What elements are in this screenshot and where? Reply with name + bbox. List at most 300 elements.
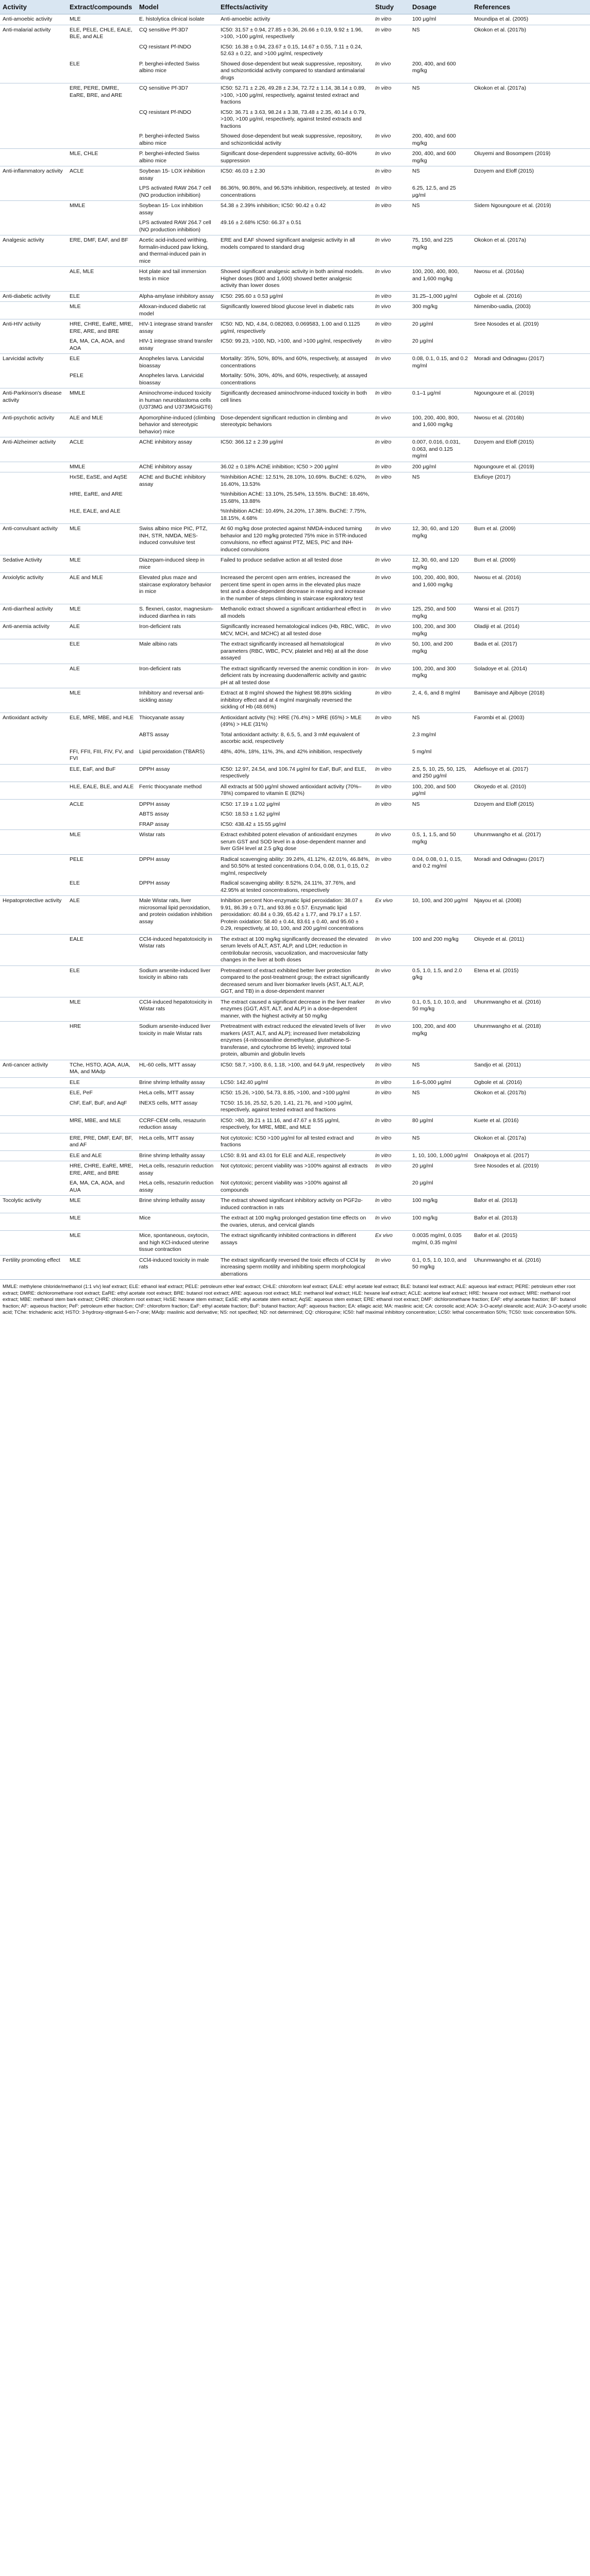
table-row: [0, 1133, 590, 1150]
cell-model: Brine shrimp lethality assay: [137, 1077, 218, 1088]
cell-model: Aminochrome-induced toxicity in human neuroblastoma cells (U373MG and U373MGsiGT6): [137, 388, 218, 413]
cell-dosage: 100, 200, and 500 μg/ml: [410, 782, 471, 799]
cell-effect: Significantly increased hematological indices (Hb, RBC, WBC, MCV, MCH, and MCHC) at all tested dose: [218, 622, 373, 639]
cell-activity: [0, 1150, 67, 1161]
cell-study: In vivo: [373, 997, 410, 1022]
table-row: [0, 878, 590, 896]
cell-extract: MLE: [67, 997, 137, 1022]
cell-effect: Significant dose-dependent suppressive activity, 60–80% suppression: [218, 149, 373, 166]
cell-study: In vitro: [373, 437, 410, 462]
cell-extract: ALE: [67, 896, 137, 935]
header-effects: Effects/activity: [218, 0, 373, 14]
table-row: [0, 1022, 590, 1060]
cell-activity: [0, 782, 67, 799]
cell-study: [373, 730, 410, 747]
cell-model: Apomorphine-induced (climbing behavior and stereotypic behavior) mice: [137, 413, 218, 437]
cell-extract: ELE: [70, 60, 80, 67]
cell-model: ABTS assay: [139, 731, 169, 738]
cell-study: In vivo: [373, 267, 410, 292]
cell-study: In vivo: [375, 133, 391, 139]
table-row: [0, 291, 590, 302]
cell-activity: [0, 997, 67, 1022]
cell-extract: MLE: [67, 555, 137, 573]
cell-model: Elevated plus maze and staircase exploratory behavior in mice: [137, 573, 218, 604]
cell-extract: [67, 809, 137, 820]
cell-extract: [67, 108, 137, 132]
cell-model: Wistar rats: [137, 830, 218, 855]
cell-activity: [0, 302, 67, 319]
cell-model: DPPH assay: [137, 799, 218, 809]
cell-activity: [0, 764, 67, 782]
cell-dosage: 200, 400, and 600 mg/kg: [410, 149, 471, 166]
cell-activity: [0, 371, 67, 388]
cell-effect: Not cytotoxic; percent viability was >100% against all compounds: [221, 1180, 347, 1193]
cell-effect: ERE and EAF showed significant analgesic activity in all models compared to standard drug: [218, 235, 373, 267]
cell-effect: 54.38 ± 2.39% inhibition; IC50: 90.42 ± 0.42: [218, 201, 373, 218]
cell-extract: ALE: [67, 622, 137, 639]
cell-model: Sodium arsenite-induced liver toxicity in albino rats: [137, 965, 218, 997]
cell-study: [373, 42, 410, 59]
cell-reference: Ogbole et al. (2016): [471, 291, 590, 302]
cell-activity: Hepatoprotective activity: [0, 896, 67, 935]
cell-study: In vitro: [373, 388, 410, 413]
cell-activity: [0, 1115, 67, 1133]
cell-study: In vivo: [373, 302, 410, 319]
table-row: [0, 799, 590, 809]
cell-dosage: NS: [410, 25, 471, 42]
cell-dosage: 125, 250, and 500 mg/kg: [410, 604, 471, 622]
cell-reference: Uhunmwangho et al. (2016): [471, 997, 590, 1022]
cell-effect: %Inhibition AChE: 12.51%, 28.10%, 10.69%. BuChE: 6.02%, 16.40%, 13.53%: [218, 472, 373, 490]
cell-dosage: 0.007, 0.016, 0.031, 0.063, and 0.125 mg/ml: [410, 437, 471, 462]
cell-reference: [471, 42, 590, 59]
cell-dosage: NS: [410, 201, 471, 218]
cell-reference: Njayou et al. (2008): [471, 896, 590, 935]
cell-dosage: NS: [410, 472, 471, 490]
cell-model: HeLa cells, resazurin reduction assay: [137, 1161, 218, 1179]
cell-study: In vivo: [373, 639, 410, 664]
cell-activity: [0, 149, 67, 166]
cell-activity: [0, 747, 67, 765]
cell-effect: IC50: 36.71 ± 3.63, 98.24 ± 3.38, 73.48 ± 2.35, 40.14 ± 0.79, >100, >100 μg/ml, respectively, against tested extracts and fractions: [221, 109, 366, 129]
cell-extract: ACLE: [67, 799, 137, 809]
cell-activity: [0, 639, 67, 664]
cell-model: HIV-1 integrase strand transfer assay: [139, 338, 213, 351]
cell-reference: [471, 820, 590, 830]
cell-dosage: NS: [410, 1088, 471, 1098]
cell-effect: IC50: 16.38 ± 0.94, 23.67 ± 0.15, 14.67 ± 0.55, 7.11 ± 0.24, 52.63 ± 0.22, and >100 μg/ml, respectively: [221, 43, 363, 57]
cell-study: In vitro: [373, 166, 410, 184]
cell-activity: [0, 218, 67, 235]
cell-dosage: 100, 200, and 300 mg/kg: [410, 622, 471, 639]
cell-model: Anopheles larva. Larvicidal bioassay: [137, 354, 218, 371]
table-row: [0, 809, 590, 820]
cell-reference: Kuete et al. (2016): [471, 1115, 590, 1133]
cell-dosage: NS: [410, 83, 471, 108]
cell-study: In vitro: [373, 319, 410, 337]
cell-extract: ELE: [67, 965, 137, 997]
cell-extract: PELE: [67, 854, 137, 878]
table-row: [0, 437, 590, 462]
cell-activity: Anti-diarrheal activity: [0, 604, 67, 622]
cell-reference: [471, 371, 590, 388]
cell-reference: Sidem Ngoungoure et al. (2019): [471, 201, 590, 218]
cell-model: Iron-deficient rats: [137, 664, 218, 688]
cell-activity: [0, 1161, 67, 1179]
cell-model: Mice, spontaneous, oxytocin, and high KCl-induced uterine tissue contraction: [137, 1231, 218, 1256]
table-row: [0, 108, 590, 132]
cell-activity: Antioxidant activity: [0, 713, 67, 730]
cell-extract: ELE, MRE, MBE, and HLE: [67, 713, 137, 730]
cell-dosage: 0.04, 0.08, 0.1, 0.15, and 0.2 mg/ml: [410, 854, 471, 878]
cell-reference: Farombi et al. (2003): [471, 713, 590, 730]
cell-dosage: 200, 400, and 600 mg/kg: [412, 133, 456, 146]
cell-reference: [471, 218, 590, 235]
cell-model: HeLa cells, resazurin reduction assay: [139, 1180, 214, 1193]
cell-dosage: 20 μg/ml: [412, 1180, 433, 1186]
cell-extract: MMLE: [67, 462, 137, 472]
table-row: [0, 896, 590, 935]
cell-study: [373, 1178, 410, 1196]
cell-reference: [471, 878, 590, 896]
cell-study: [373, 489, 410, 506]
cell-dosage: NS: [410, 1133, 471, 1150]
cell-reference: Elufioye (2017): [471, 472, 590, 490]
cell-study: In vivo: [373, 1022, 410, 1060]
cell-extract: MRE, MBE, and MLE: [67, 1115, 137, 1133]
cell-study: In vivo: [373, 354, 410, 371]
header-extract: Extract/compounds: [67, 0, 137, 14]
cell-reference: Bafor et al. (2013): [471, 1213, 590, 1231]
cell-reference: [471, 809, 590, 820]
cell-extract: MLE: [67, 1255, 137, 1279]
cell-activity: [0, 1098, 67, 1116]
cell-dosage: 20 μg/ml: [410, 319, 471, 337]
cell-dosage: 200, 400, and 600 mg/kg: [412, 60, 456, 74]
cell-reference: Moradi and Odinagwu (2017): [471, 854, 590, 878]
cell-extract: MLE: [67, 688, 137, 713]
cell-study: In vivo: [373, 235, 410, 267]
cell-reference: Uhunmwangho et al. (2017): [471, 830, 590, 855]
cell-extract: HLE, EALE, and ALE: [70, 508, 121, 514]
table-row: [0, 83, 590, 108]
cell-dosage: 2.3 mg/ml: [412, 731, 436, 738]
cell-activity: [0, 965, 67, 997]
cell-extract: MLE: [67, 604, 137, 622]
cell-effect: Inhibition percent Non-enzymatic lipid peroxidation: 38.07 ± 9.91, 86.39 ± 0.71, and 93.86 ± 0.57. Enzymatic lipid peroxidation: 40.84 ± 0.39, 65.42 ± 1.77, and 79.17 ± 1.57. Protein oxidation: 58.40 ± 0.44, 83.61 ± 0.40, and 95.60 ± 0.29, respectively, at 10, 100, and 200 μg/ml concentrations: [218, 896, 373, 935]
cell-extract: HRE, CHRE, EaRE, MRE, ERE, ARE, and BRE: [67, 1161, 137, 1179]
cell-study: In vitro: [373, 472, 410, 490]
table-row: [0, 1161, 590, 1179]
cell-model: Diazepam-induced sleep in mice: [137, 555, 218, 573]
cell-model: CQ sensitive Pf-3D7: [137, 83, 218, 108]
table-row: [0, 1088, 590, 1098]
cell-model: Swiss albino mice PIC, PTZ, INH, STR, NMDA, MES-induced convulsive test: [137, 524, 218, 555]
table-row: [0, 688, 590, 713]
cell-effect: Failed to produce sedative action at all tested dose: [218, 555, 373, 573]
table-row: [0, 166, 590, 184]
cell-reference: Ogbole et al. (2016): [471, 1077, 590, 1088]
cell-reference: Oladiji et al. (2014): [471, 622, 590, 639]
cell-extract: ERE, PERE, DMRE, EaRE, BRE, and ARE: [67, 83, 137, 108]
cell-dosage: 0.1, 0.5, 1.0, 10.0, and 50 mg/kg: [410, 1255, 471, 1279]
cell-dosage: 200 μg/ml: [410, 462, 471, 472]
cell-effect: Extract at 8 mg/ml showed the highest 98.89% sickling inhibitory effect and at 4 mg/ml marginally reversed the sickling of Hb (48.66%): [218, 688, 373, 713]
cell-study: [373, 809, 410, 820]
cell-dosage: 6.25, 12.5, and 25 μg/ml: [412, 185, 456, 198]
cell-dosage: 0.1–1 μg/ml: [410, 388, 471, 413]
cell-extract: ELE: [67, 354, 137, 371]
table-row: [0, 934, 590, 965]
cell-reference: Dzoyem and Eloff (2015): [471, 166, 590, 184]
cell-model: HIV-1 integrase strand transfer assay: [137, 319, 218, 337]
cell-effect: Methanolic extract showed a significant antidiarrheal effect in all models: [218, 604, 373, 622]
cell-model: FRAP assay: [139, 821, 170, 827]
cell-dosage: 5 mg/ml: [412, 748, 432, 755]
cell-reference: Nwosu et al. (2016): [471, 573, 590, 604]
cell-dosage: 0.5, 1.0, 1.5, and 2.0 g/kg: [410, 965, 471, 997]
cell-effect: Showed dose-dependent but weak suppressive, repository, and schizonticidal activity compared to standard antimalarial drugs: [221, 60, 365, 81]
cell-activity: Anti-amoebic activity: [0, 14, 67, 25]
cell-extract: ChF, EaF, BuF, and AqF: [70, 1099, 127, 1106]
cell-study: In vitro: [373, 1196, 410, 1213]
cell-activity: Anti-malarial activity: [0, 25, 67, 42]
cell-effect: Anti-amoebic activity: [218, 14, 373, 25]
header-study: Study: [373, 0, 410, 14]
cell-extract: MLE: [67, 524, 137, 555]
cell-activity: Anti-diabetic activity: [0, 291, 67, 302]
table-row: [0, 713, 590, 730]
cell-reference: Bada et al. (2017): [471, 639, 590, 664]
cell-study: In vitro: [373, 1150, 410, 1161]
cell-dosage: 0.08, 0.1, 0.15, and 0.2 mg/ml: [410, 354, 471, 371]
cell-effect: Significantly lowered blood glucose level in diabetic rats: [218, 302, 373, 319]
cell-activity: [0, 730, 67, 747]
table-row: [0, 730, 590, 747]
cell-reference: Adefisoye et al. (2017): [471, 764, 590, 782]
cell-extract: ALE, MLE: [67, 267, 137, 292]
cell-extract: ACLE: [67, 166, 137, 184]
cell-dosage: 1, 10, 100, 1,000 μg/ml: [410, 1150, 471, 1161]
table-row: [0, 506, 590, 524]
table-row: [0, 354, 590, 371]
table-row: [0, 1115, 590, 1133]
cell-effect: IC50: 46.03 ± 2.30: [218, 166, 373, 184]
cell-reference: Nwosu et al. (2016a): [471, 267, 590, 292]
cell-dosage: [410, 42, 471, 59]
table-row: [0, 14, 590, 25]
cell-effect: Showed significant analgesic activity in both animal models. Higher doses (800 and 1,600) showed better analgesic activity than lower doses: [218, 267, 373, 292]
cell-effect: IC50: 366.12 ± 2.39 μg/ml: [218, 437, 373, 462]
cell-effect: The extract significantly reversed the anemic condition in iron-deficient rats by increasing duodenalferric activity and gastric pH at all tested dose: [218, 664, 373, 688]
cell-model: HL-60 cells, MTT assay: [137, 1060, 218, 1077]
cell-activity: [0, 1077, 67, 1088]
cell-reference: Ngoungoure et al. (2019): [471, 388, 590, 413]
cell-reference: Okokon et al. (2017b): [471, 25, 590, 42]
cell-extract: MLE: [67, 1196, 137, 1213]
cell-extract: ALE and MLE: [67, 413, 137, 437]
cell-reference: Uhunmwangho et al. (2018): [471, 1022, 590, 1060]
cell-effect: IC50: 12.97, 24.54, and 106.74 μg/ml for EaF, BuF, and ELE, respectively: [218, 764, 373, 782]
cell-activity: [0, 664, 67, 688]
cell-model: P. berghei-infected Swiss albino mice: [139, 133, 200, 146]
cell-dosage: 12, 30, 60, and 120 mg/kg: [410, 524, 471, 555]
cell-reference: Moradi and Odinagwu (2017): [471, 354, 590, 371]
table-row: [0, 622, 590, 639]
cell-extract: [67, 131, 137, 149]
cell-activity: [0, 878, 67, 896]
table-row: [0, 413, 590, 437]
cell-study: [373, 371, 410, 388]
cell-dosage: [410, 878, 471, 896]
cell-extract: HRE: [67, 1022, 137, 1060]
cell-activity: [0, 1133, 67, 1150]
cell-extract: ELE: [67, 639, 137, 664]
cell-reference: Wansi et al. (2017): [471, 604, 590, 622]
table-row: [0, 489, 590, 506]
activity-table: [0, 0, 590, 1279]
table-row: [0, 764, 590, 782]
cell-reference: [471, 59, 590, 83]
cell-effect: Not cytotoxic: IC50 >100 μg/ml for all tested extract and fractions: [218, 1133, 373, 1150]
cell-study: In vitro: [373, 1088, 410, 1098]
cell-activity: [0, 489, 67, 506]
table-row: [0, 854, 590, 878]
cell-activity: [0, 1022, 67, 1060]
cell-dosage: NS: [410, 1060, 471, 1077]
table-row: [0, 1231, 590, 1256]
cell-reference: [471, 183, 590, 201]
cell-study: In vivo: [373, 524, 410, 555]
cell-extract: MLE: [67, 14, 137, 25]
cell-activity: [0, 1231, 67, 1256]
table-row: [0, 235, 590, 267]
cell-reference: [471, 506, 590, 524]
cell-activity: Anti-Alzheimer activity: [0, 437, 67, 462]
cell-dosage: [410, 506, 471, 524]
cell-dosage: 31.25–1,000 μg/ml: [410, 291, 471, 302]
cell-study: In vitro: [373, 1077, 410, 1088]
cell-dosage: [410, 218, 471, 235]
table-row: [0, 25, 590, 42]
cell-study: In vitro: [373, 799, 410, 809]
table-row: [0, 371, 590, 388]
cell-reference: Bum et al. (2009): [471, 524, 590, 555]
cell-reference: Sree Nosodes et al. (2019): [471, 319, 590, 337]
cell-dosage: 100 μg/ml: [410, 14, 471, 25]
cell-extract: ELE and ALE: [67, 1150, 137, 1161]
cell-model: ABTS assay: [139, 811, 169, 817]
table-row: [0, 830, 590, 855]
cell-reference: Dzoyem and Eloff (2015): [471, 799, 590, 809]
cell-study: In vivo: [375, 60, 391, 67]
cell-activity: [0, 688, 67, 713]
cell-activity: [0, 472, 67, 490]
cell-dosage: 20 μg/ml: [410, 1161, 471, 1179]
cell-reference: Ngoungoure et al. (2019): [471, 462, 590, 472]
cell-model: DPPH assay: [139, 880, 170, 886]
table-row: [0, 183, 590, 201]
cell-reference: [471, 108, 590, 132]
cell-model: Mice: [137, 1213, 218, 1231]
cell-effect: The extract caused a significant decrease in the liver marker enzymes (GGT, AST, ALT, and ALP) in a dose-dependent manner, with the highest activity at 50 mg/kg: [218, 997, 373, 1022]
cell-dosage: 100 mg/kg: [410, 1213, 471, 1231]
cell-activity: Anti-anemia activity: [0, 622, 67, 639]
cell-study: In vitro: [373, 764, 410, 782]
cell-activity: [0, 201, 67, 218]
cell-effect: IC50: 52.71 ± 2.26, 49.28 ± 2.34, 72.72 ± 1.14, 38.14 ± 0.89, >100, >100 μg/ml, respectively, against tested extract and fractions: [218, 83, 373, 108]
cell-activity: Anti-inflammatory activity: [0, 166, 67, 184]
cell-study: [373, 747, 410, 765]
cell-model: Soybean 15- Lox inhibition assay: [137, 201, 218, 218]
cell-study: In vitro: [373, 854, 410, 878]
cell-effect: The extract significantly increased all hematological parameters (RBC, WBC, PCV, platelet and Hb) at all the dose assayed: [218, 639, 373, 664]
cell-model: CCRF-CEM cells, resazurin reduction assay: [137, 1115, 218, 1133]
cell-effect: Significantly decreased aminochrome-induced toxicity in both cell lines: [218, 388, 373, 413]
cell-model: [137, 506, 218, 524]
cell-study: In vitro: [373, 25, 410, 42]
cell-effect: IC50: >80, 39.21 ± 11.16, and 47.67 ± 8.55 μg/ml, respectively, for MRE, MBE, and MLE: [218, 1115, 373, 1133]
cell-effect: The extract significantly reversed the toxic effects of CCl4 by increasing sperm motility and inhibiting sperm morphological aberrations: [218, 1255, 373, 1279]
cell-dosage: 2, 4, 6, and 8 mg/ml: [410, 688, 471, 713]
cell-extract: ELE, EaF, and BuF: [67, 764, 137, 782]
cell-model: Alpha-amylase inhibitory assay: [137, 291, 218, 302]
cell-study: In vivo: [373, 573, 410, 604]
cell-model: DPPH assay: [137, 854, 218, 878]
cell-effect: Pretreatment with extract reduced the elevated levels of liver markers (AST, ALT, and ALP); increased liver metabolizing enzymes (4-nitrosoaniline demethylase, glutathione-S-transferase, and cytochrome b5 levels); improved total protein, albumin and globulin levels: [218, 1022, 373, 1060]
cell-study: [373, 506, 410, 524]
cell-extract: MMLE: [67, 201, 137, 218]
cell-extract: HLE, EALE, BLE, and ALE: [67, 782, 137, 799]
cell-model: E. histolytica clinical isolate: [137, 14, 218, 25]
cell-activity: [0, 1213, 67, 1231]
cell-reference: Okokon et al. (2017b): [471, 1088, 590, 1098]
cell-effect: IC50: 99.23, >100, ND, >100, and >100 μg/ml, respectively: [221, 338, 362, 344]
cell-model: CQ resistant Pf-INDO: [139, 109, 191, 115]
cell-reference: [471, 336, 590, 354]
cell-study: In vivo: [373, 1255, 410, 1279]
cell-effect: Total antioxidant activity: 8, 6.5, 5, and 3 mM equivalent of ascorbic acid, respectively: [221, 731, 360, 744]
cell-dosage: 0.5, 1, 1.5, and 50 mg/kg: [410, 830, 471, 855]
cell-effect: %Inhibition AChE: 13.10%, 25.54%, 13.55%. BuChE: 18.46%, 15.68%, 13.88%: [221, 491, 369, 504]
cell-effect: The extract at 100 mg/kg significantly decreased the elevated serum levels of ALT, AST, ALP, and LDH; reduction in centrilobular necrosis, vacuolization, and macrovesicular fatty changes in the liver at both doses: [218, 934, 373, 965]
cell-reference: [471, 131, 590, 149]
table-row: [0, 218, 590, 235]
table-header: [0, 0, 590, 14]
header-model: Model: [137, 0, 218, 14]
cell-activity: Analgesic activity: [0, 235, 67, 267]
cell-activity: Anti-cancer activity: [0, 1060, 67, 1077]
cell-dosage: [410, 108, 471, 132]
cell-extract: ELE: [67, 291, 137, 302]
cell-study: In vivo: [373, 664, 410, 688]
cell-model: CQ sensitive Pf-3D7: [137, 25, 218, 42]
cell-model: AChE inhibitory assay: [137, 437, 218, 462]
cell-model: P. berghei-infected Swiss albino mice: [139, 60, 200, 74]
cell-extract: MLE: [67, 830, 137, 855]
table-row: [0, 1178, 590, 1196]
cell-dosage: 300 mg/kg: [410, 302, 471, 319]
cell-reference: Oluyemi and Bosompem (2019): [471, 149, 590, 166]
cell-effect: LC50: 8.91 and 43.01 for ELE and ALE, respectively: [218, 1150, 373, 1161]
cell-effect: The extract significantly inhibited contractions in different assays: [218, 1231, 373, 1256]
cell-model: CQ resistant Pf-INDO: [139, 43, 191, 50]
cell-activity: [0, 183, 67, 201]
cell-reference: Okokon et al. (2017a): [471, 1133, 590, 1150]
cell-activity: Sedative Activity: [0, 555, 67, 573]
cell-reference: Oloyede et al. (2011): [471, 934, 590, 965]
cell-effect: Radical scavenging ability: 39.24%, 41.12%, 42.01%, 46.84%, and 50.50% at tested concentrations 0.04, 0.08, 0.1, 0.15, 0.2 mg/ml, respectively: [218, 854, 373, 878]
